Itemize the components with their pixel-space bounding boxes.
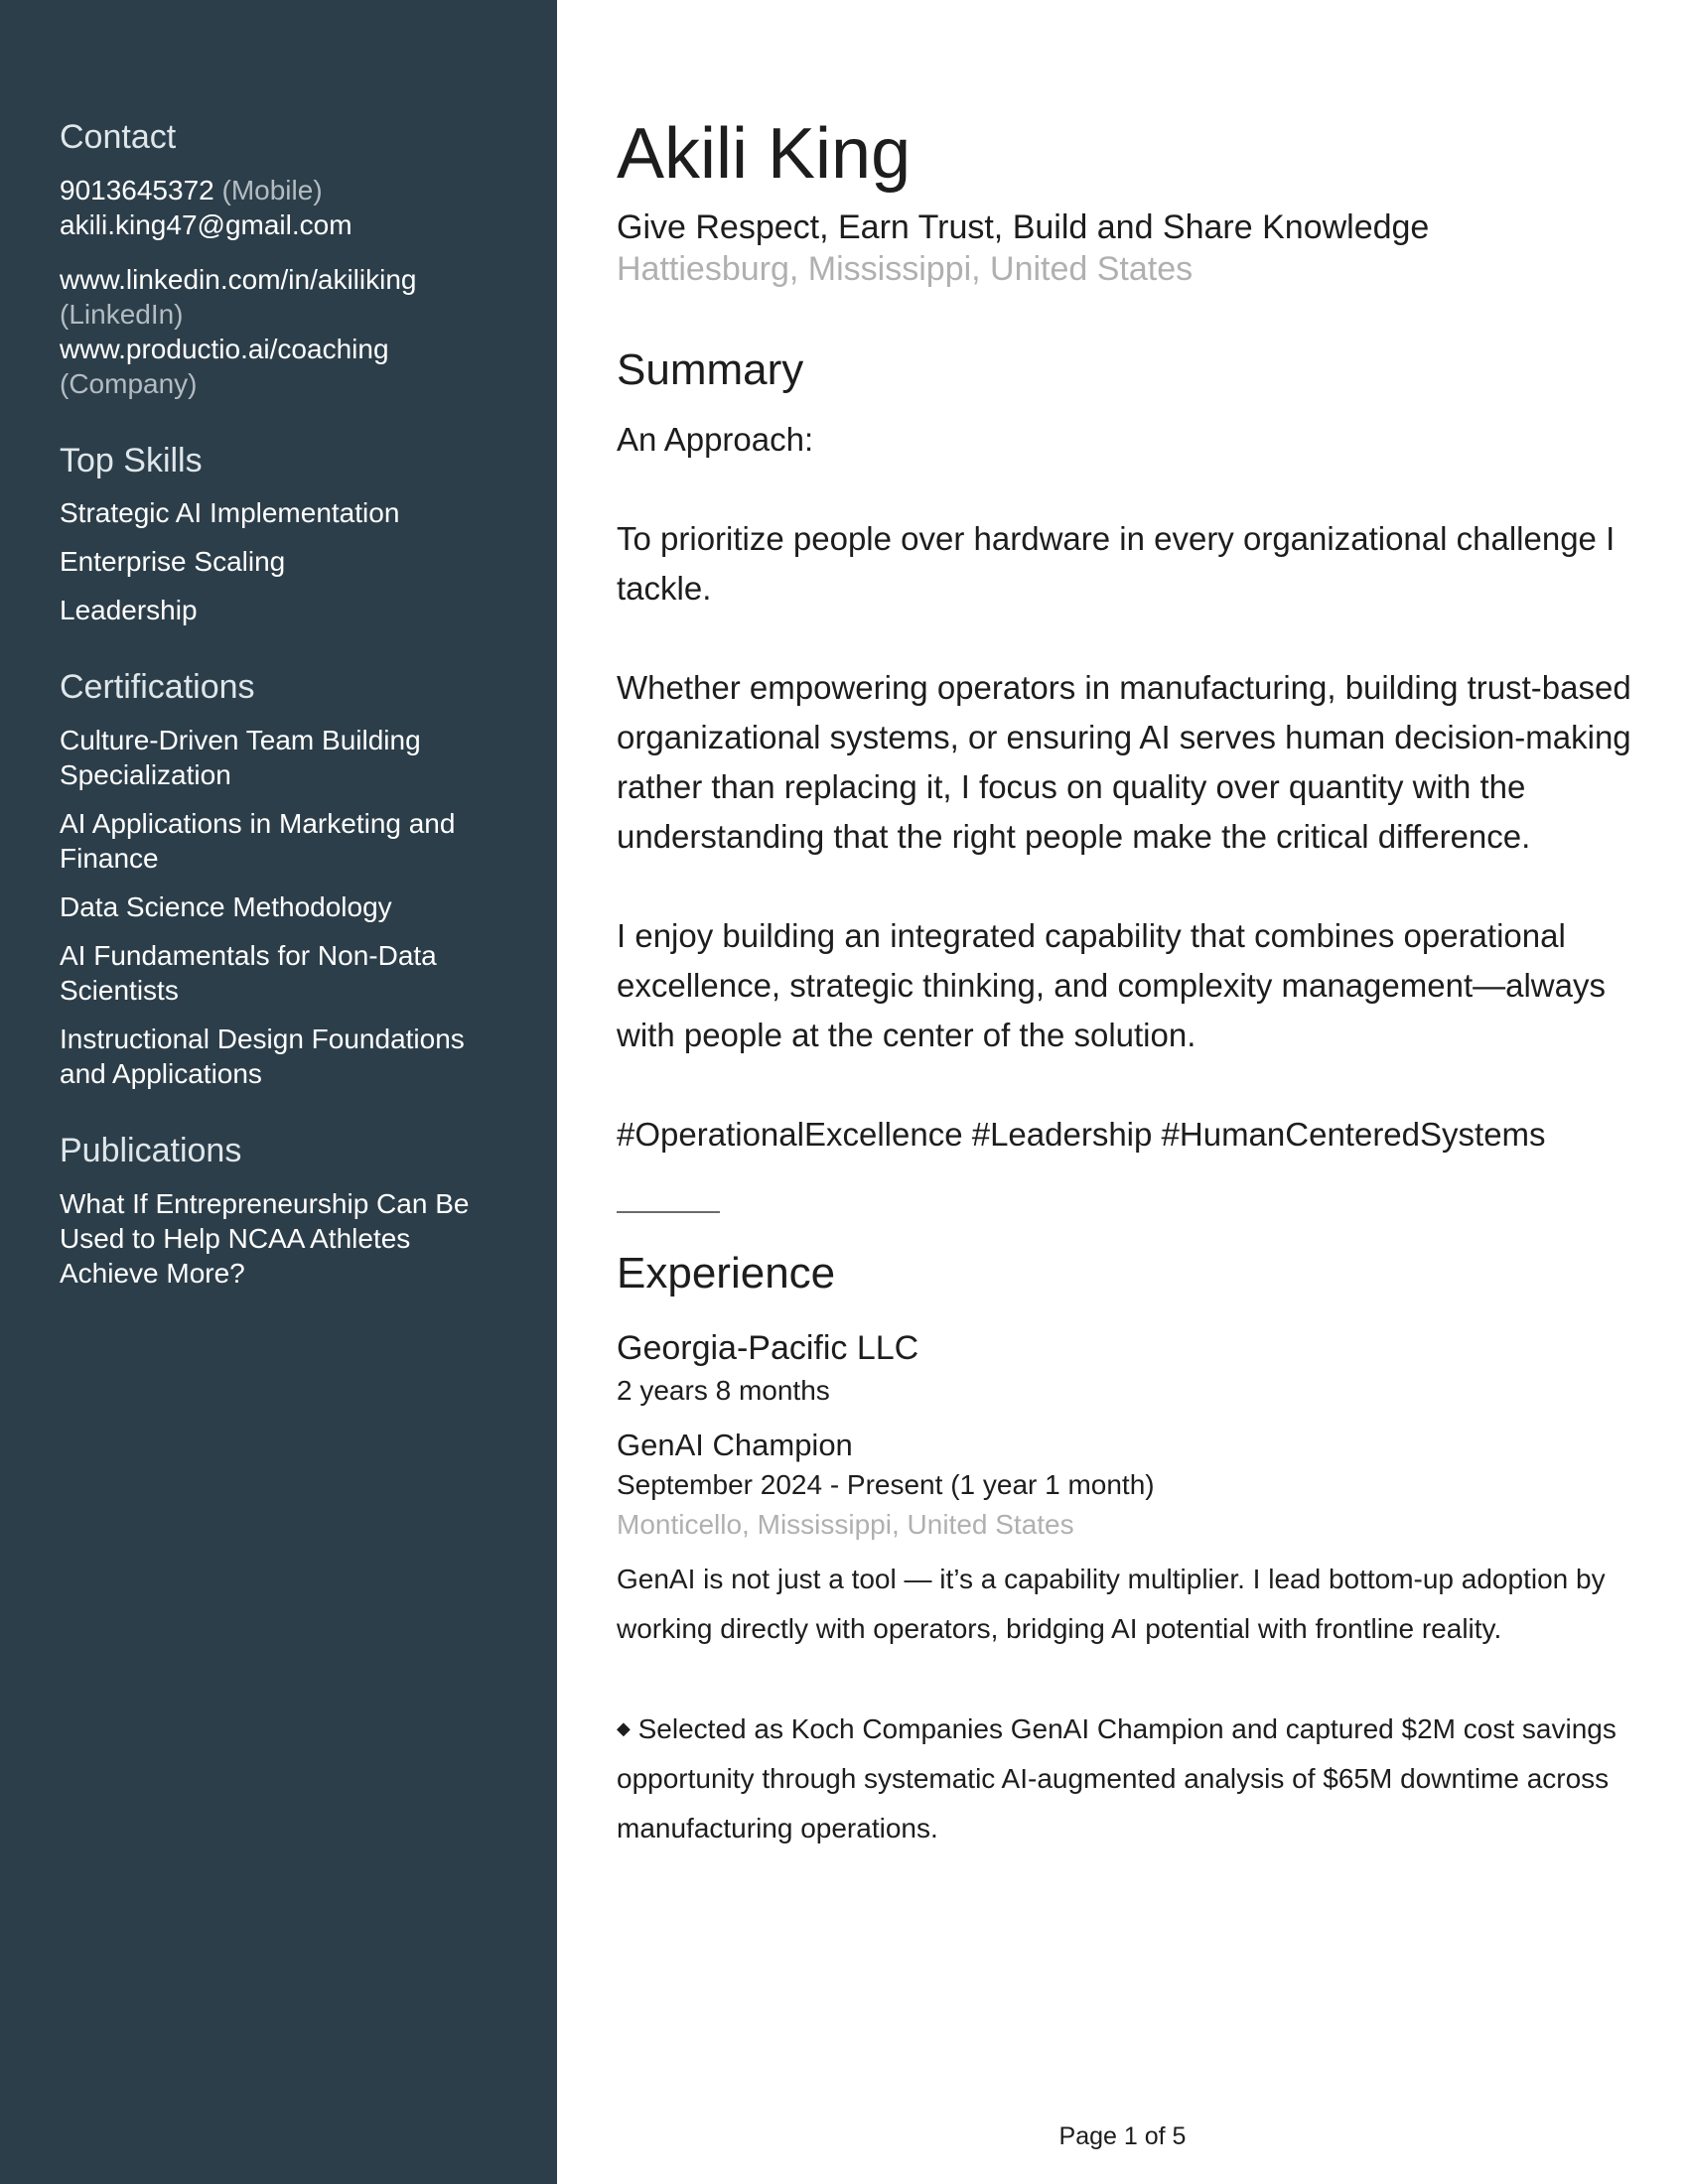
certification-item: Instructional Design Foundations and Applications (60, 1024, 465, 1089)
summary-paragraph: To prioritize people over hardware in every organizational challenge I tackle. (617, 520, 1616, 607)
skills-section (60, 439, 507, 627)
summary-paragraph: Whether empowering operators in manufacturing, building trust-based organizational systems, or ensuring AI serves human decision-making rather than replacing it, I focus on quality over quantity with the understanding that the right people make the critical difference. (617, 669, 1631, 855)
certification-item: AI Fundamentals for Non-Data Scientists (60, 940, 437, 1006)
phone-number[interactable]: 9013645372 (60, 175, 214, 205)
headline: Give Respect, Earn Trust, Build and Share Knowledge (617, 208, 1430, 246)
skill-item: Leadership (60, 595, 198, 625)
contact-phone-email (60, 173, 507, 242)
skills-heading: Top Skills (60, 442, 203, 479)
candidate-name: Akili King (617, 114, 912, 194)
linkedin-link[interactable]: www.linkedin.com/in/akiliking (60, 264, 417, 295)
job-bullet (617, 1704, 1639, 1853)
phone-type: (Mobile) (221, 175, 323, 205)
job-location: Monticello, Mississippi, United States (617, 1509, 1074, 1540)
certification-item: Data Science Methodology (60, 891, 392, 922)
job-description: GenAI is not just a tool — it’s a capability multiplier. I lead bottom-up adoption by working directly with operators, bridging AI potential with frontline reality. (617, 1564, 1606, 1644)
certifications-heading: Certifications (60, 668, 255, 706)
page-number: Page 1 of 5 (1058, 2122, 1187, 2150)
diamond-bullet-icon: ◆ (617, 1718, 631, 1738)
company-name: Georgia-Pacific LLC (617, 1329, 919, 1367)
summary-heading: Summary (617, 345, 804, 394)
experience-heading: Experience (617, 1249, 836, 1297)
job-bullet-text: Selected as Koch Companies GenAI Champion and captured $2M cost savings opportunity through systematic AI-augmented analysis of $65M downtime across manufacturing operations. (617, 1713, 1617, 1843)
summary-hashtags: #OperationalExcellence #Leadership #HumanCenteredSystems (617, 1116, 1546, 1153)
publications-heading: Publications (60, 1132, 242, 1169)
phone-line (60, 173, 507, 207)
job-title: GenAI Champion (617, 1428, 853, 1462)
company-duration: 2 years 8 months (617, 1375, 830, 1406)
certifications-section (60, 665, 507, 1091)
linkedin-label: (LinkedIn) (60, 299, 184, 330)
skill-item: Strategic AI Implementation (60, 497, 400, 528)
job-dates: September 2024 - Present (1 year 1 month) (617, 1469, 1155, 1500)
skill-item: Enterprise Scaling (60, 546, 286, 577)
contact-heading: Contact (60, 118, 177, 156)
section-divider (617, 1211, 720, 1213)
publications-section (60, 1129, 507, 1291)
sidebar (0, 0, 557, 2184)
certification-item: Culture-Driven Team Building Specialization (60, 725, 421, 790)
publication-item: What If Entrepreneurship Can Be Used to Help NCAA Athletes Achieve More? (60, 1188, 470, 1289)
contact-section (60, 115, 507, 401)
email-link[interactable]: akili.king47@gmail.com (60, 209, 352, 240)
company-link[interactable]: www.productio.ai/coaching (60, 334, 389, 364)
main-content (617, 111, 1639, 1903)
certification-item: AI Applications in Marketing and Finance (60, 808, 456, 874)
contact-links (60, 262, 507, 401)
company-label: (Company) (60, 368, 198, 399)
candidate-location: Hattiesburg, Mississippi, United States (617, 250, 1194, 288)
summary-paragraph: I enjoy building an integrated capability that combines operational excellence, strategic thinking, and complexity management—always with people at the center of the solution. (617, 917, 1606, 1053)
summary-paragraph: An Approach: (617, 421, 814, 458)
